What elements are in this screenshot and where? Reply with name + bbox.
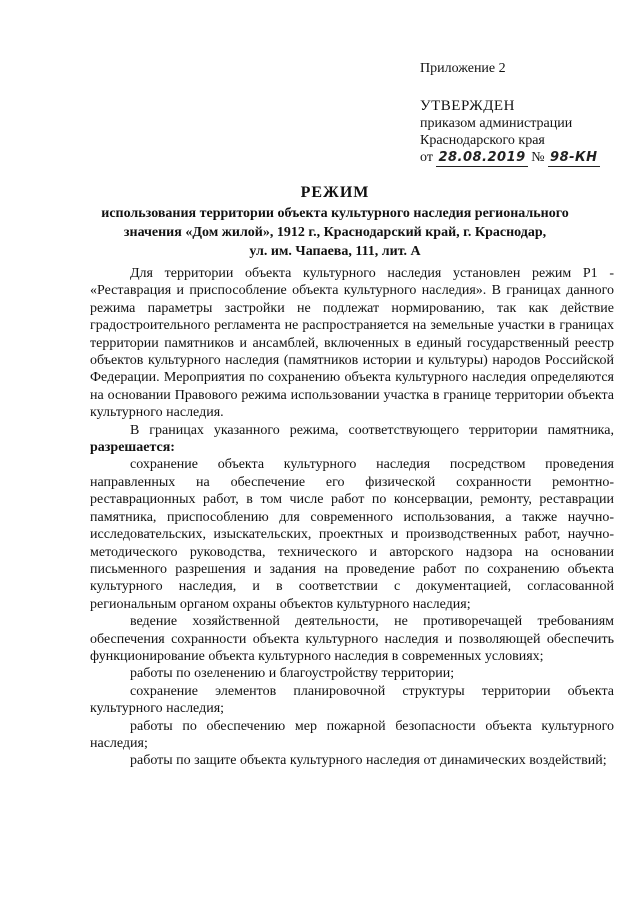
document-body — [90, 265, 614, 770]
title-line-2: значения «Дом жилой», 1912 г., Краснодарский край, г. Краснодар, — [123, 225, 547, 240]
paragraph-dynamic-protection: работы по защите объекта культурного наследия от динамических воздействий; — [130, 753, 607, 769]
title-line-1: использования территории объекта культурного наследия регионального — [101, 206, 569, 221]
paragraph-economic-activity: ведение хозяйственной деятельности, не противоречащей требованиям обеспечения сохранности объекта культурного наследия и позволяющей обеспечить функционирование объекта культурного наследия в современных условиях; — [90, 614, 614, 664]
paragraph-planning-structure: сохранение элементов планировочной структуры территории объекта культурного наследия; — [90, 683, 614, 717]
approval-date-number-line — [420, 149, 630, 167]
title-heading: РЕЖИМ — [300, 184, 370, 201]
approval-line-1: приказом администрации — [420, 116, 573, 131]
handwritten-date: 28.08.2019 — [438, 150, 526, 165]
allowed-keyword: разрешается: — [90, 440, 175, 456]
document-title — [70, 182, 600, 261]
appendix-label: Приложение 2 — [420, 61, 506, 76]
paragraph-landscaping: работы по озеленению и благоустройству территории; — [130, 666, 455, 682]
approval-line-2: Краснодарского края — [420, 133, 545, 148]
approval-stamp-block — [420, 60, 630, 167]
from-label: от — [420, 150, 433, 165]
approved-heading: УТВЕРЖДЕН — [420, 98, 515, 114]
paragraph-regime-intro: Для территории объекта культурного наследия установлен режим Р1 - «Реставрация и приспособление объекта культурного наследия». В границах данного режима параметры застройки не подлежат нормированию, так как действие градостроительного регламента не распространяется на земельные участки в границах территории памятников и ансамблей, включенных в единый государственный реестр объектов культурного наследия (памятников истории и культуры) народов Российской Федерации. Мероприятия по сохранению объекта культурного наследия определяются на основании Правового режима использовании участка в границе территории объекта культурного наследия. — [90, 266, 614, 421]
paragraph-preservation-works: сохранение объекта культурного наследия посредством проведения направленных на обеспечение его физической сохранности ремонтно-реставрационных работ, в том числе работ по консервации, ремонту, реставрации памятника, приспособлению для современного использования, а также научно-исследовательских, изыскательских, проектных и производственных работ, научно-методического руководства, технического и авторского надзора на основании письменного разрешения и задания на проведение работ по сохранению объекта культурного наследия, и в соответствии с документацией, согласованной региональным органом охраны объектов культурного наследия; — [90, 457, 614, 612]
title-line-3: ул. им. Чапаева, 111, лит. А — [249, 244, 421, 259]
allowed-intro-text: В границах указанного режима, соответствующего территории памятника, — [130, 422, 614, 438]
number-label: № — [531, 150, 545, 165]
paragraph-allowed-intro — [90, 422, 614, 457]
handwritten-number: 98-КН — [550, 150, 598, 165]
paragraph-fire-safety: работы по обеспечению мер пожарной безопасности объекта культурного наследия; — [90, 718, 614, 751]
